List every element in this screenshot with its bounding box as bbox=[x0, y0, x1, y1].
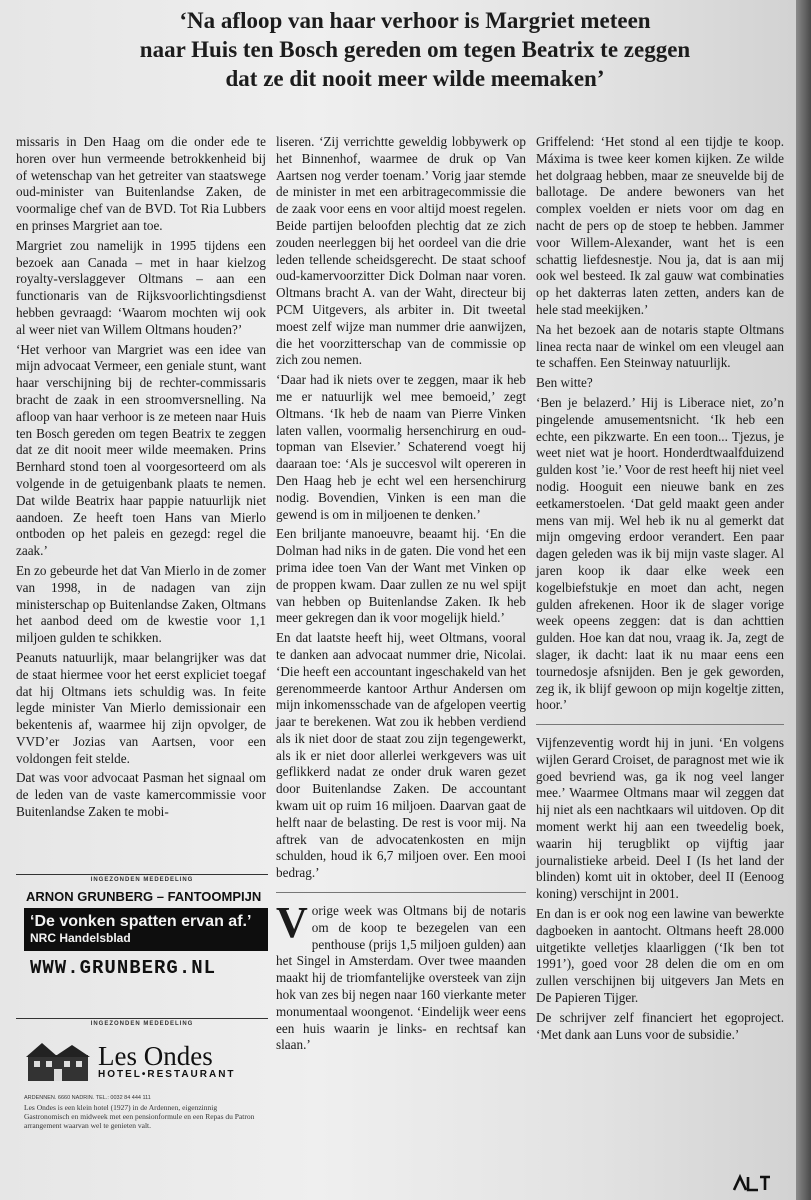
advertisement-grunberg bbox=[16, 874, 268, 979]
hotel-subtitle: HOTEL•RESTAURANT bbox=[98, 1068, 236, 1080]
paragraph: Peanuts natuurlijk, maar belangrijker was dat de staat hiermee voor het eerst expliciet toegaf dat hij Oltmans iets schuldig was. In feite legde minister Van Mierlo demissionair een bekentenis af, waarmee hij zijn opvolger, de VVD’er Jozias van Aartsen, voor een voldongen feit stelde. bbox=[16, 649, 266, 766]
ad-url: WWW.GRUNBERG.NL bbox=[30, 957, 217, 979]
paragraph: ‘Daar had ik niets over te zeggen, maar ik heb me er natuurlijk wel mee bemoeid,’ zegt Oltmans. ‘Ik heb de naam van Pierre Vinken laten vallen, voormalig hersenchirurg en oud-topman van Elsevier.’ Schaterend voegt hij daaraan toe: ‘Als je succesvol wilt opereren in Den Haag heb je echt wel een hersenchirurg nodig. Bovendien, Vinken is een man die gewend is om in miljoenen te denken.’ bbox=[276, 372, 526, 522]
paragraph: Ben witte? bbox=[536, 375, 593, 391]
headline-line-1: ‘Na afloop van haar verhoor is Margriet meteen bbox=[179, 8, 651, 33]
ad-header bbox=[24, 1039, 268, 1083]
paragraph: Griffelend: ‘Het stond al een tijdje te koop. Máxima is twee keer komen kijken. Ze wilde het dolgraag hebben, maar ze sneuvelde bij de ballotage. De andere bewoners van het complex voelden er niets voor om dag en nacht de pers op de stoep te hebben. Jammer voor Willem-Alexander, want het is een schattig liefdesnestje. Nou ja, dat is aan mij ook wel besteed. Ik zal gauw wat combinaties op het dakterras laten zetten, anders kan de hele stad meekijken.’ bbox=[536, 134, 784, 317]
hotel-description: Les Ondes is een klein hotel (1927) in de Ardennen, eigenzinnig Gastronomisch en midweek met een pensionformule en een Repas du Patron arrangement waarvan wel te genieten valt. bbox=[24, 1103, 255, 1130]
article-column-1 bbox=[16, 134, 266, 850]
page-edge-shadow bbox=[796, 0, 811, 1200]
paragraph: liseren. ‘Zij verrichtte geweldig lobbywerk op het Binnenhof, waarmee de druk op Van Aartsen nog verder toenam.’ Vorig jaar stemde de minister in met een arbitragecommissie die de zaak voor eens en voor altijd moest regelen. Beide partijen beloofden plechtig dat ze zich zouden neerleggen bij het oordeel van die drie leden tellende scheidsgerecht. De staat schoof oud-kamervoorzitter Dick Dolman naar voren. Oltmans bracht A. van der Waht, directeur bij PCM Uitgevers, als arbiter in. Dit tweetal moest zelf wijze man nummer drie aanwijzen, die het voorzitterschap van de commissie op zich zou nemen. bbox=[276, 134, 526, 368]
article-column-3 bbox=[536, 134, 784, 1164]
paragraph: Een briljante manoeuvre, beaamt hij. ‘En die Dolman had niks in de gaten. Die vond het een prima idee toen Van der Want met Vinken op de proppen kwam. Daar zullen ze nu wel spijt van hebben op Buitenlandse Zaken. Ik heb meer gekregen dan ik voor mogelijk hield.’ bbox=[276, 526, 526, 626]
publication-logo-icon bbox=[732, 1174, 772, 1192]
section-divider bbox=[276, 892, 526, 893]
paragraph: Dat was voor advocaat Pasman het signaal om de leden van de vaste kamercommissie voor Buitenlandse Zaken te mobi- bbox=[16, 770, 266, 820]
paragraph: Na het bezoek aan de notaris stapte Oltmans linea recta naar de winkel om een vleugel aan te schaffen. Een Steinway natuurlijk. bbox=[536, 321, 784, 371]
headline bbox=[110, 6, 720, 93]
paragraph: En dan is er ook nog een lawine van bewerkte dagboeken in aantocht. Oltmans heeft 28.000 uitgetikte velletjes klaarliggen (‘Ik ben tot 1991’), goed voor 28 delen die om en om zullen verschijnen bij uitgevers Jan Mets en De Papieren Tijger. bbox=[536, 906, 784, 1006]
paragraph: En zo gebeurde het dat Van Mierlo in de zomer van 1998, in de nadagen van zijn ministerschap op Buitenlandse Zaken, Oltmans het aanbod deed om de kwestie voor 1,1 miljoen gulden te schikken. bbox=[16, 562, 266, 646]
paragraph: ‘Ben je belazerd.’ Hij is Liberace niet, zo’n pingelende amusementsnicht. ‘Ik heb een echte, een pikzwarte. En een toon... Tjezus, je weet niet wat je hoort. Honderdtwaalfduizend gulden kost ’ie.’ Voor de rest heeft hij niet veel nodig. Hooguit een nieuwe bank en zes eetkamerstoelen. ‘Dat geld maakt geen ander mens van mij. Wel heb ik nu al gemerkt dat mijn omgeving erdoor verandert. Een paar dagen geleden was ik bij mijn vaste slager. Al jaren koop ik daar elke week een kogelbiefstukje en moet dan acht, negen gulden afrekenen. Hoor ik de slager vorige week opeens zeggen: dat is dan achttien gulden. Hoe kan dat nou, vraag ik. Ja, zegt de slager, ik dacht: laat ik nu maar eens een tournedosje afsnijden. Ben je gek geworden, zeg ik, ik blijf gewoon op mijn kogeltje zitten, hoor.’ bbox=[536, 394, 784, 713]
ad-label: INGEZONDEN MEDEDELING bbox=[90, 877, 194, 883]
ad-quote: ‘De vonken spatten ervan af.’ bbox=[30, 913, 252, 930]
paragraph: Margriet zou namelijk in 1995 tijdens een bezoek aan Canada – met in haar kielzog royalty-verslaggever Oltmans – aan een functionaris van de Rijksvoorlichtingsdienst hebben gevraagd: ‘Waarom mochten wij ook al weer niet van Willem Oltmans houden?’ bbox=[16, 237, 266, 337]
paragraph: Vorige week was Oltmans bij de notaris om de koop te bezegelen van een penthouse (prijs 1,5 miljoen gulden) aan het Singel in Amsterdam. Over twee maanden maakt hij de triomfantelijke oversteek van zijn hok van zes bij negen naar 160 vierkante meter monumentaal woongenot. ‘Eindelijk weer eens een huis waarin je links- en rechtsaf kan slaan.’ bbox=[276, 898, 526, 1053]
paragraph: Vijfenzeventig wordt hij in juni. ‘En volgens wijlen Gerard Croiset, de paragnost met wie ik goed bevriend was, ga ik nog veel langer mee.’ Waarmee Oltmans maar wil zeggen dat hij niet als een nachtkaars wil uitdoven. Op dit moment werkt hij aan een tweedelig boek, waarin hij terugblikt op vijftig jaar journalistieke arbeid. Deel I (Is het land der blinden) komt uit in oktober, deel II (Eenoog koning) verschijnt in 2001. bbox=[536, 735, 784, 902]
hotel-building-icon bbox=[24, 1039, 92, 1083]
ad-title: ARNON GRUNBERG – FANTOOMPIJN bbox=[26, 889, 262, 904]
ad-quote-box bbox=[24, 908, 268, 951]
new-section bbox=[276, 898, 526, 1054]
paragraph: missaris in Den Haag om die onder ede te horen over hun vermeende betrokkenheid bij of wetenschap van het getreiter van staatswege oud-minister van Buitenlandse Zaken, de voormalige chef van de BVD. Tot Ria Lubbers en prinses Margriet aan toe. bbox=[16, 134, 266, 233]
ad-quote-source: NRC Handelsblad bbox=[30, 931, 131, 945]
article-column-2 bbox=[276, 134, 526, 1053]
ad-label: INGEZONDEN MEDEDELING bbox=[90, 1021, 194, 1027]
hotel-address: ARDENNEN. 6660 NADRIN. TEL.: 0032 84 444 111 bbox=[24, 1095, 151, 1101]
section-divider bbox=[536, 724, 784, 725]
headline-line-2: naar Huis ten Bosch gereden om tegen Beatrix te zeggen bbox=[139, 37, 691, 62]
paragraph: ‘Het verhoor van Margriet was een idee van mijn advocaat Vermeer, een geniale stunt, want haar verschijning bij de rechter-commissaris bracht de zaak in een stroomversnelling. Na afloop van haar verhoor is ze meteen naar Huis ten Bosch gereden om tegen Beatrix te zeggen dat ze dit nooit meer wilde meemaken. Prins Bernhard stond toen al voorgesorteerd om als volgende in de getuigenbank plaats te nemen. Dat wilde Beatrix haar pappie natuurlijk niet aandoen. Ze heeft toen Hans van Mierlo ontboden op het paleis en gezegd: regel die zaak.’ bbox=[16, 341, 266, 559]
paragraph: En dat laatste heeft hij, weet Oltmans, vooral te danken aan advocaat nummer drie, Nicolai. ‘Die heeft een accountant ingeschakeld van het gerenommeerde kantoor Arthur Andersen om mijn inkomensschade van de afgelopen veertig jaar te berekenen. Wat zou ik hebben verdiend als ik niet door de staat zou zijn tegengewerkt, als ik er niet door allerlei werkgevers was uit geflikkerd nadat ze onder druk waren gezet door Buitenlandse Zaken. De accountant kwam uit op ruim 16 miljoen. Daarvan gaat de helft naar de belasting. De rest is voor mij. Na aftrek van de advocatenkosten en mijn schulden, houd ik 6,7 miljoen over. Een mooi bedrag.’ bbox=[276, 630, 526, 881]
headline-line-3: dat ze dit nooit meer wilde meemaken’ bbox=[225, 66, 605, 91]
hotel-name: Les Ondes bbox=[98, 1040, 213, 1071]
advertisement-les-ondes bbox=[16, 1018, 268, 1130]
paragraph: De schrijver zelf financiert het egoproject. ‘Met dank aan Luns voor de subsidie.’ bbox=[536, 1009, 784, 1042]
